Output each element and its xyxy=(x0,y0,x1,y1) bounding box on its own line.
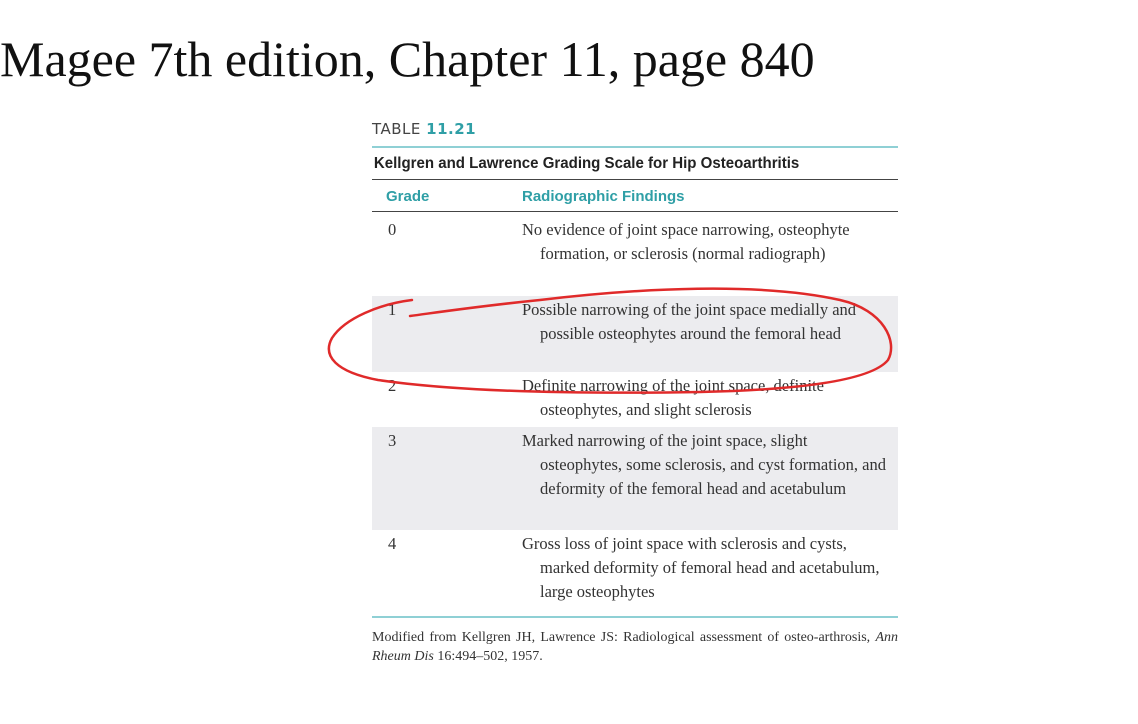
grade-cell: 4 xyxy=(388,534,397,553)
table-row xyxy=(372,216,898,296)
grade-cell: 3 xyxy=(388,431,397,450)
table-header-row xyxy=(372,180,898,211)
grade-cell: 2 xyxy=(388,376,397,395)
findings-cell: Possible narrowing of the joint space medially and possible osteophytes around the femoral head xyxy=(522,300,857,343)
footnote-citation: 16:494–502, 1957. xyxy=(433,649,543,664)
table-label-number: 11.21 xyxy=(426,120,477,138)
table-row xyxy=(372,427,898,530)
table-caption: Kellgren and Lawrence Grading Scale for Hip Osteoarthritis xyxy=(373,155,800,172)
table-label-prefix: TABLE xyxy=(372,120,421,138)
grade-cell: 0 xyxy=(388,220,397,239)
header-findings: Radiographic Findings xyxy=(522,188,685,205)
table-row xyxy=(372,296,898,372)
footnote-text: Modified from Kellgren JH, Lawrence JS: Radiological assessment of osteo-arthrosis, xyxy=(372,630,876,645)
bottom-rule xyxy=(372,616,898,618)
table-11-21 xyxy=(372,120,898,666)
slide-title: Magee 7th edition, Chapter 11, page 840 xyxy=(0,31,815,87)
grade-cell: 1 xyxy=(388,300,397,319)
findings-cell: Definite narrowing of the joint space, definite osteophytes, and slight sclerosis xyxy=(522,376,824,419)
table-footnote xyxy=(372,628,898,666)
header-grade: Grade xyxy=(386,188,430,205)
findings-cell: Marked narrowing of the joint space, slight osteophytes, some sclerosis, and cyst formation, and deformity of the femoral head and acetabulum xyxy=(522,431,886,498)
findings-cell: No evidence of joint space narrowing, osteophyte formation, or sclerosis (normal radiograph) xyxy=(522,220,850,263)
findings-cell: Gross loss of joint space with sclerosis and cysts, marked deformity of femoral head and acetabulum, large osteophytes xyxy=(522,534,880,601)
table-row xyxy=(372,372,898,427)
footnote-journal: Ann Rheum Dis xyxy=(372,630,898,664)
table-row xyxy=(372,530,898,616)
table-label xyxy=(372,120,898,138)
table-body xyxy=(372,212,898,616)
